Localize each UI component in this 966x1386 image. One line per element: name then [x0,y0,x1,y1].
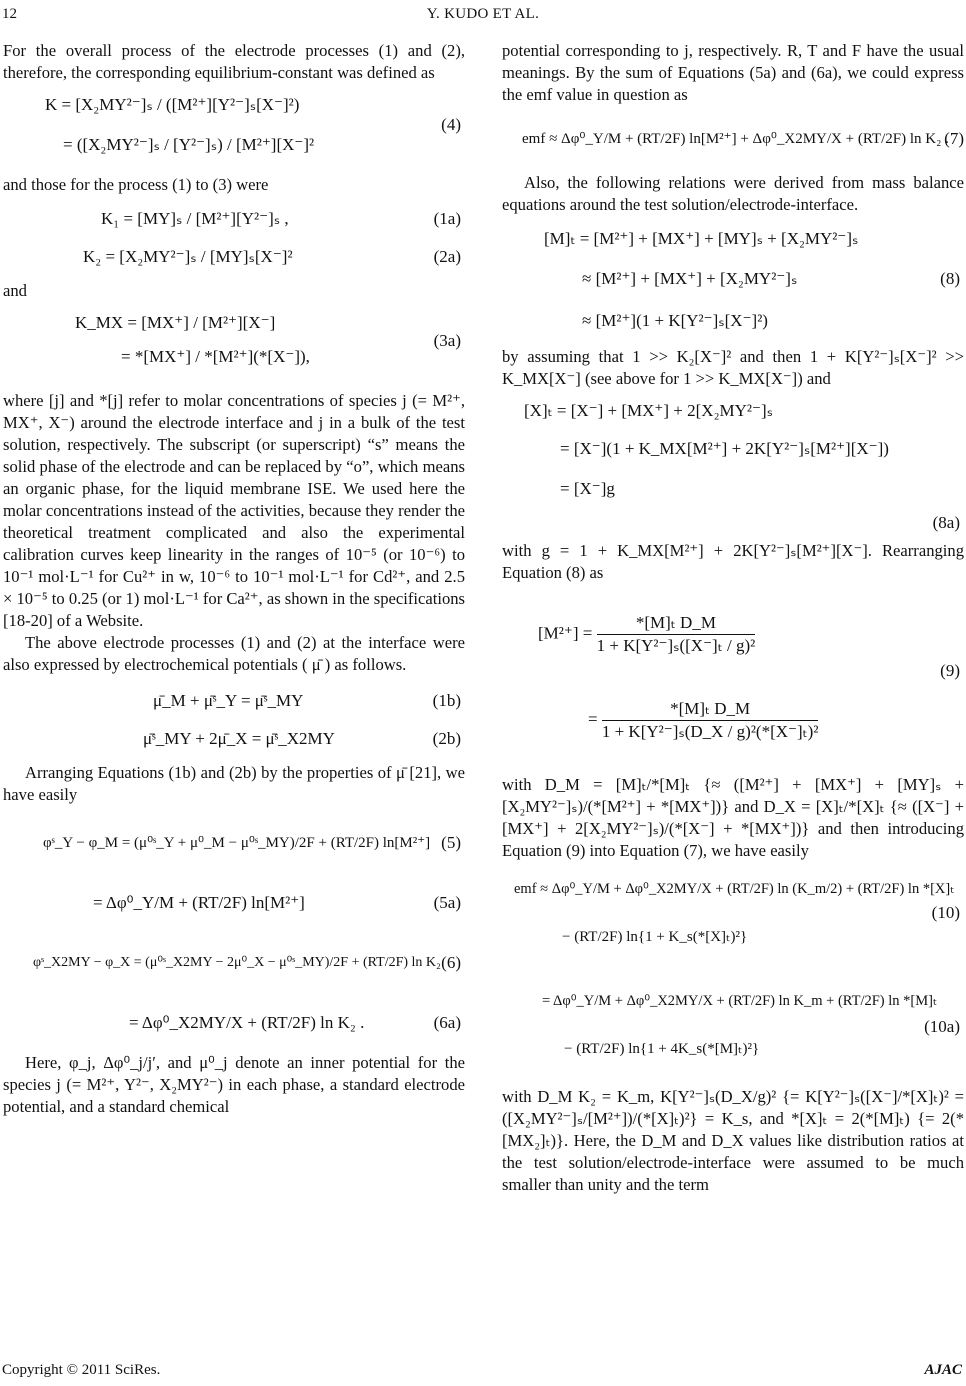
equation-2a [3,236,465,276]
equation-number: (1a) [433,209,461,228]
equation-number: (2a) [433,247,461,266]
numerator: *[M]ₜ D_M [597,612,756,635]
equation-line: K_MX = [MX⁺] / [M²⁺][X⁻] [75,313,276,332]
paragraph: For the overall process of the electrode processes (1) and (2), therefore, the corresponding equilibrium-constant was defined as [3,41,465,82]
paragraph: with g = 1 + K_MX[M²⁺] + 2K[Y²⁻]ₛ[M²⁺][X⁻]. Rearranging Equation (8) as [502,541,964,582]
equation-line: = [X⁻]g [560,479,615,498]
equation-number: (4) [441,115,461,134]
running-title: Y. KUDO ET AL. [426,6,540,22]
equation-number: (6a) [433,1013,461,1032]
paragraph: with D_M = [M]ₜ/*[M]ₜ {≈ ([M²⁺] + [MX⁺] + [MY]ₛ + [X₂MY²⁻]ₛ)/(*[M²⁺] + *[MX⁺])} and D_X = [X]ₜ/*[X]ₜ {≈ ([X⁻] + [MX⁺] + 2[X₂MY²⁻]ₛ)/(*[X⁻] + *[MX⁺])} and then introducing Equation (9) into Equation (7), we have easily [502,775,964,860]
equation-10a [502,976,964,1086]
equation-6 [3,932,465,994]
equation-5 [3,812,465,874]
equation-line: φˢ_Y − φ_M = (μ⁰ˢ_Y + μ⁰_M − μ⁰ˢ_MY)/2F + (RT/2F) ln[M²⁺] [43,835,431,851]
equation-1b [3,682,465,722]
equation-line: K₁ = [MY]ₛ / [M²⁺][Y²⁻]ₛ , [101,209,289,228]
page-number: 12 [2,6,17,22]
equation-number: (10a) [924,1017,960,1036]
equation-line: = ([X₂MY²⁻]ₛ / [Y²⁻]ₛ) / [M²⁺][X⁻]² [63,135,315,154]
equation-line: [X]ₜ = [X⁻] + [MX⁺] + 2[X₂MY²⁻]ₛ [524,401,773,420]
equation-line: μ̄_M + μ̄ˢ_Y = μ̄ˢ_MY [153,691,304,710]
equation-number: (7) [944,129,964,148]
equation-lhs: [M²⁺] = [538,623,593,643]
copyright-notice: Copyright © 2011 SciRes. [2,1362,161,1378]
equation-number: (6) [441,953,461,972]
fraction [597,612,756,657]
equation-line: ≈ [M²⁺](1 + K[Y²⁻]ₛ[X⁻]²) [582,311,768,330]
equation-line: = Δφ⁰_Y/M + (RT/2F) ln[M²⁺] [93,893,305,912]
paragraph: by assuming that 1 >> K₂[X⁻]² and then 1 + K[Y²⁻]ₛ[X⁻]² >> K_MX[X⁻] (see above for 1 >> K_MX[X⁻]) and [502,347,964,388]
equation-8a [502,396,964,540]
equation-line: − (RT/2F) ln{1 + K_s(*[X]ₜ)²} [562,929,748,945]
paragraph: with D_M K₂ = K_m, K[Y²⁻]ₛ(D_X/g)² {= K[Y²⁻]ₛ([X⁻]/*[X]ₜ)² = ([X₂MY²⁻]ₛ/[M²⁺])/(*[X]ₜ)²} = K_s, and *[X]ₜ = 2(*[M]ₜ) {= 2(*[MX₂]ₜ)}. Here, the D_M and D_X values like distribution ratios at the test solution/electrode-interface were assumed to be much smaller than unity and the term [502,1087,964,1194]
equation-6a [3,994,465,1052]
paragraph: The above electrode processes (1) and (2) at the interface were also expressed by electrochemical potentials ( μ̄ ) as follows. [3,633,465,674]
paragraph: and those for the process (1) to (3) were [3,175,269,194]
equation-line [588,698,818,743]
equation-line: = Δφ⁰_Y/M + Δφ⁰_X2MY/X + (RT/2F) ln K_m + (RT/2F) ln *[M]ₜ [542,993,938,1009]
equation-number: (5a) [433,893,461,912]
equation-number: (8a) [932,513,960,532]
page-footer [0,1362,966,1384]
equation-8 [502,222,964,346]
denominator: 1 + K[Y²⁻]ₛ(D_X / g)²(*[X⁻]ₜ)² [601,722,819,741]
paragraph: potential corresponding to j, respectively. R, T and F have the usual meanings. By the sum of Equations (5a) and (6a), we could express the emf value in question as [502,41,964,104]
equation-number: (10) [931,903,960,922]
equation-line: emf ≈ Δφ⁰_Y/M + (RT/2F) ln[M²⁺] + Δφ⁰_X2MY/X + (RT/2F) ln K₂ . [522,131,949,147]
equation-line: emf ≈ Δφ⁰_Y/M + Δφ⁰_X2MY/X + (RT/2F) ln (K_m/2) + (RT/2F) ln *[X]ₜ [514,881,955,897]
left-column [3,40,465,1118]
equation-number: (3a) [433,331,461,350]
equation-line: φˢ_X2MY − φ_X = (μ⁰ˢ_X2MY − 2μ⁰_X − μ⁰ˢ_MY)/2F + (RT/2F) ln K₂ [33,955,441,970]
equation-line: = *[MX⁺] / *[M²⁺](*[X⁻]), [121,347,310,366]
equation-5a [3,874,465,932]
equation-line: μ̄ˢ_MY + 2μ̄_X = μ̄ˢ_X2MY [143,729,335,748]
paragraph: Here, φ_j, Δφ⁰_j/j′, and μ⁰_j denote an inner potential for the species j (= M²⁺, Y²⁻, X₂MY²⁻) in each phase, a standard electrode potential, and a standard chemical [3,1053,465,1116]
equation-1a [3,202,465,236]
paragraph: Arranging Equations (1b) and (2b) by the properties of μ̄ [21], we have easily [3,763,465,804]
numerator: *[M]ₜ D_M [602,698,819,721]
page-header [0,6,966,30]
paragraph: Also, the following relations were derived from mass balance equations around the test solution/electrode-interface. [502,173,964,214]
equation-lhs: = [588,709,598,729]
equation-4 [3,90,465,174]
equation-3a [3,306,465,386]
equation-line: − (RT/2F) ln{1 + 4K_s(*[M]ₜ)²} [564,1041,760,1057]
equation-line [538,612,755,657]
right-column [502,40,964,1196]
equation-line: ≈ [M²⁺] + [MX⁺] + [X₂MY²⁻]ₛ [582,269,798,288]
paragraph: and [3,281,27,300]
journal-abbreviation: AJAC [924,1362,962,1378]
equation-line: = Δφ⁰_X2MY/X + (RT/2F) ln K₂ . [129,1013,365,1032]
equation-line: K₂ = [X₂MY²⁻]ₛ / [MY]ₛ[X⁻]² [83,247,293,266]
equation-7 [502,110,964,172]
equation-number: (1b) [432,691,461,710]
equation-10 [502,868,964,966]
equation-number: (8) [940,269,960,288]
fraction [602,698,819,743]
equation-line: K = [X₂MY²⁻]ₛ / ([M²⁺][Y²⁻]ₛ[X⁻]²) [45,95,300,114]
equation-2b [3,722,465,762]
equation-number: (5) [441,833,461,852]
paragraph: where [j] and *[j] refer to molar concentrations of species j (= M²⁺, MX⁺, X⁻) around the electrode interface and j in a bulk of the test solution, respectively. The subscript (or superscript) “s” means the solid phase of the electrode and can be replaced by “o”, which means an organic phase, for the liquid membrane ISE. We used here the molar concentrations instead of the activities, because they render the theoretical treatment complicated and also the experimental calibration curves keep linearity in the ranges of 10⁻⁵ (or 10⁻⁶) to 10⁻¹ mol·L⁻¹ for Cu²⁺ in w, 10⁻⁶ to 10⁻¹ mol·L⁻¹ for Cd²⁺, and 2.5 × 10⁻⁵ to 0.25 (or 1) mol·L⁻¹ for Ca²⁺, as shown in the specifications [18-20] of a Website. [3,391,465,630]
equation-9 [502,594,964,774]
denominator: 1 + K[Y²⁻]ₛ([X⁻]ₜ / g)² [596,636,756,655]
equation-number: (9) [940,661,960,680]
equation-line: [M]ₜ = [M²⁺] + [MX⁺] + [MY]ₛ + [X₂MY²⁻]ₛ [544,229,859,248]
equation-number: (2b) [432,729,461,748]
equation-line: = [X⁻](1 + K_MX[M²⁺] + 2K[Y²⁻]ₛ[M²⁺][X⁻]) [560,439,889,458]
